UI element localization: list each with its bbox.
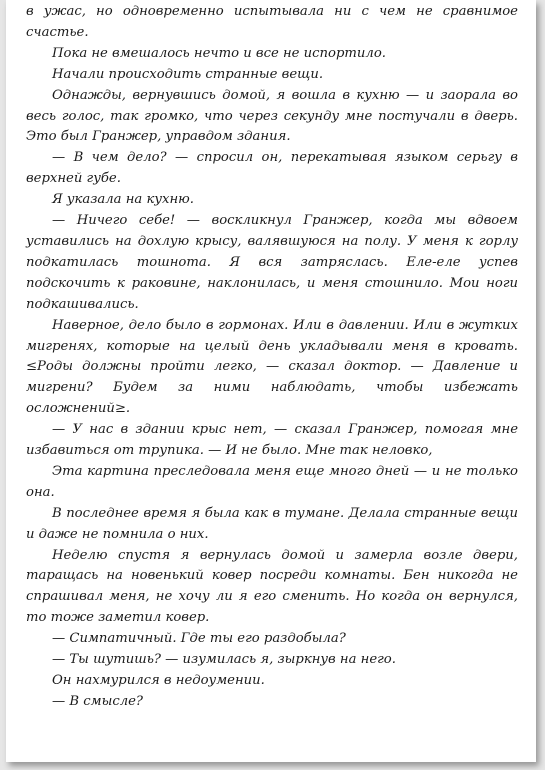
paragraph: Наверное, дело было в гормонах. Или в давлении. Или в жутких мигренях, которые на целый день укладывали меня в кровать. ≤Роды должны пройти легко, — сказал доктор. — Давление и мигрени? Будем за ними наблюдать, чтобы избежать осложнений≥. bbox=[26, 317, 518, 417]
paragraph: в ужас, но одновременно испытывала ни с чем не сравнимое счастье. bbox=[26, 4, 518, 40]
paragraph: В последнее время я была как в тумане. Делала странные вещи и даже не помнила о них. bbox=[26, 505, 518, 542]
paragraph: — В чем дело? — спросил он, перекатывая языком серьгу в верхней губе. bbox=[26, 150, 518, 187]
paragraph: Я указала на кухню. bbox=[52, 192, 194, 208]
paragraph: Эта картина преследовала меня еще много дней — и не только она. bbox=[26, 463, 518, 500]
paragraph: Однажды, вернувшись домой, я вошла в кухню — и заорала во весь голос, так громко, что через секунду мне постучали в дверь. Это был Гранжер, управдом здания. bbox=[26, 87, 518, 145]
page-text bbox=[26, 2, 518, 713]
paragraph: — У нас в здании крыс нет, — сказал Гранжер, помогая мне избавиться от трупика. — И не было. Мне так неловко, bbox=[26, 422, 518, 459]
paragraph: Пока не вмешалось нечто и все не испортило. bbox=[52, 45, 386, 61]
paragraph: — В смысле? bbox=[52, 693, 143, 709]
paragraph: Он нахмурился в недоумении. bbox=[52, 673, 265, 688]
paragraph: Неделю спустя я вернулась домой и замерла возле двери, таращась на новенький ковер посреди комнаты. Бен никогда не спрашивал меня, не хочу ли я его сменить. Но когда он вернулся, то тоже заметил ковер. bbox=[26, 547, 518, 626]
paragraph: — Ничего себе! — воскликнул Гранжер, когда мы вдвоем уставились на дохлую крысу, валявшуюся на полу. У меня к горлу подкатилась тошнота. Я вся затряслась. Еле-еле успев подскочить к раковине, наклонилась, и меня стошнило. Мои ноги подкашивались. bbox=[26, 213, 518, 312]
book-page bbox=[6, 0, 536, 762]
paragraph: — Симпатичный. Где ты его раздобыла? bbox=[52, 631, 346, 647]
paragraph: — Ты шутишь? — изумилась я, зыркнув на него. bbox=[52, 652, 396, 668]
paragraph: Начали происходить странные вещи. bbox=[52, 66, 324, 82]
